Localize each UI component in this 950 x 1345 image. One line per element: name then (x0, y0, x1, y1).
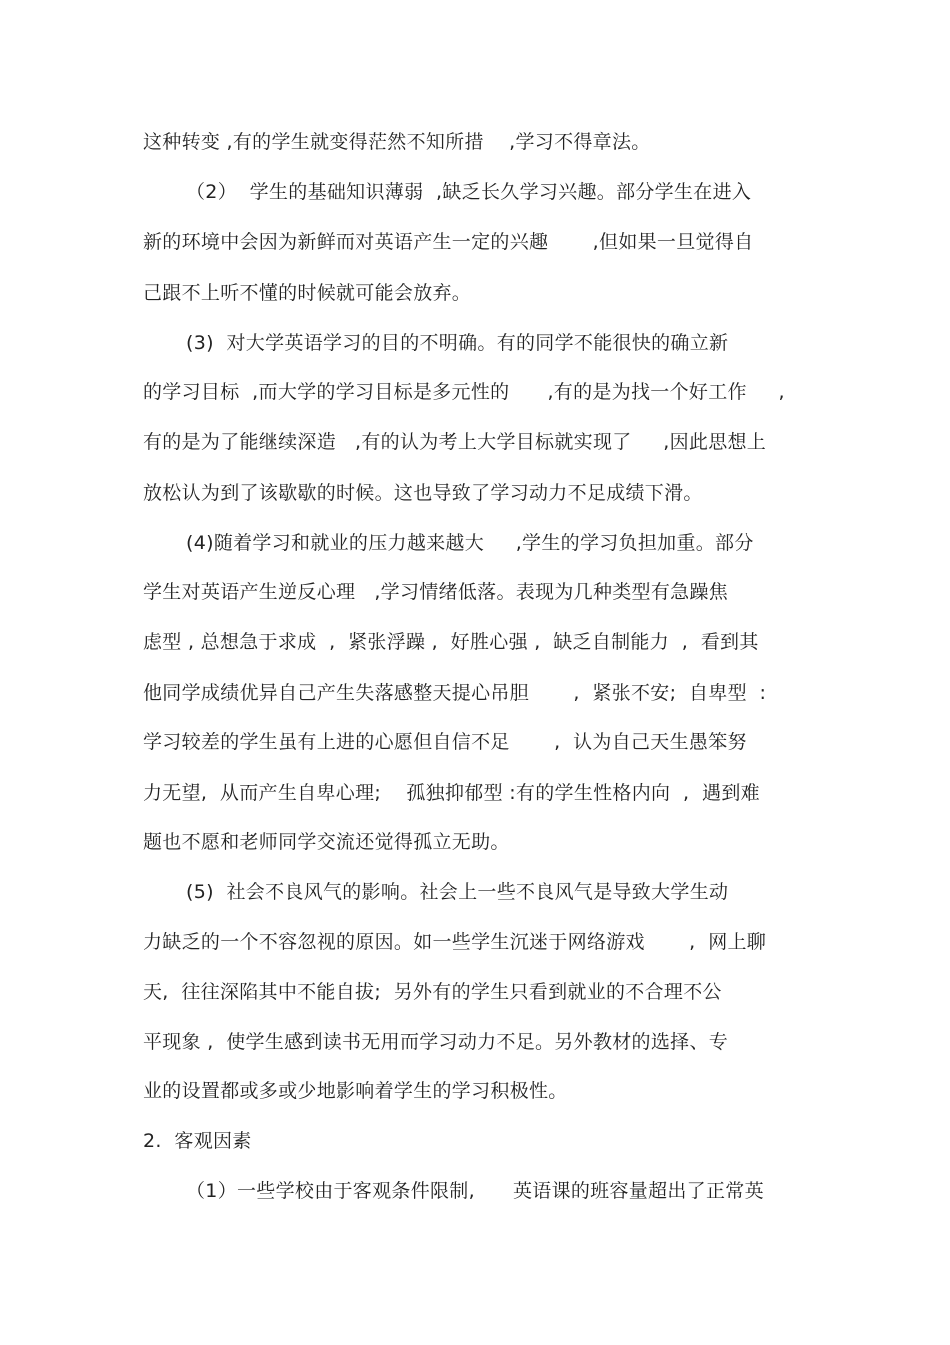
text-line: 天, 往往深陷其中不能自拔; 另外有的学生只看到就业的不合理不公 (143, 981, 722, 1003)
text-line: 学习较差的学生虽有上进的心愿但自信不足 , 认为自己天生愚笨努 (143, 731, 747, 753)
text-line: 平现象 , 使学生感到读书无用而学习动力不足。另外教材的选择、专 (143, 1031, 729, 1053)
text-line: 他同学成绩优异自己产生失落感整天提心吊胆 , 紧张不安; 自卑型 : (143, 682, 767, 704)
text-line: （1）一些学校由于客观条件限制, 英语课的班容量超出了正常英 (186, 1180, 764, 1202)
text-line: 学生对英语产生逆反心理 ,学习情绪低落。表现为几种类型有急躁焦 (143, 581, 729, 603)
text-line: 放松认为到了该歇歇的时候。这也导致了学习动力不足成绩下滑。 (143, 482, 703, 504)
text-line: 的学习目标 ,而大学的学习目标是多元性的 ,有的是为找一个好工作 , (143, 381, 785, 403)
text-line: 力缺乏的一个不容忽视的原因。如一些学生沉迷于网络游戏 , 网上聊 (143, 931, 767, 953)
text-line: 己跟不上听不懂的时候就可能会放弃。 (143, 282, 472, 304)
text-line: 业的设置都或多或少地影响着学生的学习积极性。 (143, 1080, 568, 1102)
text-line: 题也不愿和老师同学交流还觉得孤立无助。 (143, 831, 510, 853)
text-line: 力无望, 从而产生自卑心理; 孤独抑郁型 :有的学生性格内向 , 遇到难 (143, 782, 760, 804)
text-line: (3) 对大学英语学习的目的不明确。有的同学不能很快的确立新 (186, 332, 729, 354)
text-line: 虑型 , 总想急于求成 , 紧张浮躁 , 好胜心强 , 缺乏自制能力 , 看到其 (143, 631, 759, 653)
section-heading: 2. 客观因素 (143, 1130, 252, 1152)
text-line: 新的环境中会因为新鲜而对英语产生一定的兴趣 ,但如果一旦觉得自 (143, 231, 754, 253)
text-line: (5) 社会不良风气的影响。社会上一些不良风气是导致大学生动 (186, 881, 729, 903)
text-line: （2） 学生的基础知识薄弱 ,缺乏长久学习兴趣。部分学生在进入 (186, 181, 752, 203)
text-line: 这种转变 ,有的学生就变得茫然不知所措 ,学习不得章法。 (143, 131, 651, 153)
text-line: (4)随着学习和就业的压力越来越大 ,学生的学习负担加重。部分 (186, 532, 754, 554)
text-line: 有的是为了能继续深造 ,有的认为考上大学目标就实现了 ,因此思想上 (143, 431, 767, 453)
